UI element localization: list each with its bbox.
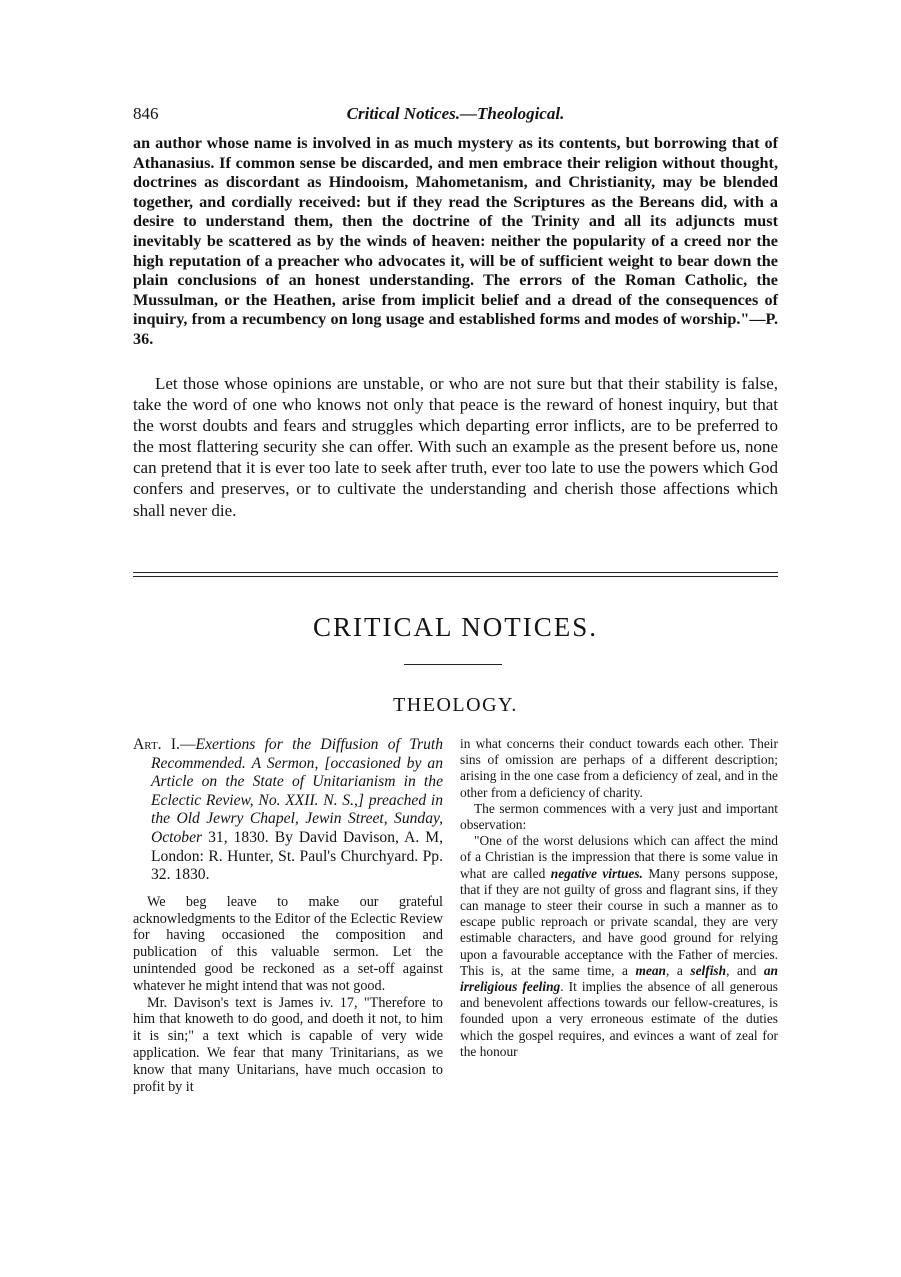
closing-paragraph: Let those whose opinions are unstable, or who are not sure but that their stability is false, take the word of one who knows not only that peace is the reward of honest inquiry, but that the worst doubts and fears and struggles which departing error inflicts, are to be preferred to the most flattering security she can offer. With such an example as the present before us, none can pretend that it is ever too late to seek after truth, ever too late to use the powers which God confers and preserves, or to cultivate the understanding and cherish those affections which shall never die. [133,374,778,520]
paragraph-block [133,373,778,521]
quote-paragraph-block [133,134,778,350]
quote-text-e: . It implies the absence of all generous and benevolent affections towards our fellow-creatures, is founded upon a very erroneous estimate of the duties which the gospel requires, and evinces a want of zeal for the honour [460,979,779,1059]
article-details: 31, 1830. By David Davison, A. M, London: R. Hunter, St. Paul's Churchyard. Pp. 32. 1830. [151,828,443,884]
left-column [133,736,443,1095]
section-divider-top [133,572,778,573]
right-paragraph-1: in what concerns their conduct towards each other. Their sins of omission are perhaps of a different description; arising in the one case from a deficiency of zeal, and in the other from a deficiency of charity. [460,736,778,800]
page-header [133,104,778,128]
left-paragraph-1: We beg leave to make our grateful acknowledgments to the Editor of the Eclectic Review for having occasioned the composition and publication of this valuable sermon. Let the unintended good be reckoned as a set-off against whatever he might intend that was not good. [133,893,443,994]
emphasis-mean: mean [635,962,666,978]
section-title: CRITICAL NOTICES. [313,612,598,642]
quote-text-d: , and [726,962,764,978]
page-number: 846 [133,104,159,123]
article-number: Art. I.— [133,736,196,753]
article-heading [133,736,443,885]
quote-text-b: Many persons suppose, that if they are not guilty of gross and flagrant sins, if they can manage to steer their course in such a manner as to escape public reproach or private scandal, they are very estimable characters, and have good ground for relying upon a favourable acceptance with the Father of mercies. This is, at the same time, a [460,865,778,978]
section-divider-bottom [133,576,778,577]
emphasis-irreligious-feeling: an irreligious feeling [460,962,778,995]
title-divider [404,664,502,665]
quote-text-a: "One of the worst delusions which can affect the mind of a Christian is the impression that there is some value in what are called [460,833,778,881]
quote-paragraph: an author whose name is involved in as much mystery as its contents, but borrowing that of Athanasius. If common sense be discarded, and men embrace their religion without thought, doctrines as discordant as Hindooism, Mahometanism, and Christianity, may be blended together, and cordially received: but if they read the Scriptures as the Bereans did, with a desire to understand them, then the doctrine of the Trinity and all its adjuncts must inevitably be scattered as by the winds of heaven: neither the popularity of a creed nor the high reputation of a preacher who advocates it, will be of sufficient weight to bear down the plain conclusions of an honest understanding. The errors of the Roman Catholic, the Mussulman, or the Heathen, arise from implicit belief and a dread of the consequences of inquiry, from a recumbency on long usage and established forms and modes of worship."—P. 36. [133,134,778,348]
running-head: Critical Notices.—Theological. [346,104,565,123]
right-paragraph-3 [460,833,778,1060]
subsection-title: THEOLOGY. [393,694,518,716]
right-paragraph-2: The sermon commences with a very just and important observation: [460,800,778,833]
quote-text-c: , a [665,962,691,978]
left-paragraph-2: Mr. Davison's text is James iv. 17, "Therefore to him that knoweth to do good, and doeth it not, to him it is sin;" a text which is capable of very wide application. We fear that many Trinitarians, as we know that many Unitarians, have much occasion to profit by it [133,994,443,1095]
emphasis-selfish: selfish [690,962,727,978]
article-title: Exertions for the Diffusion of Truth Recommended. A Sermon, [occasioned by an Article on the State of Unitarianism in the Eclectic Review, No. XXII. N. S.,] preached in the Old Jewry Chapel, Jewin Street, Sunday, October [151,736,444,846]
emphasis-negative-virtues: negative virtues. [550,865,643,881]
right-column [460,736,778,1060]
